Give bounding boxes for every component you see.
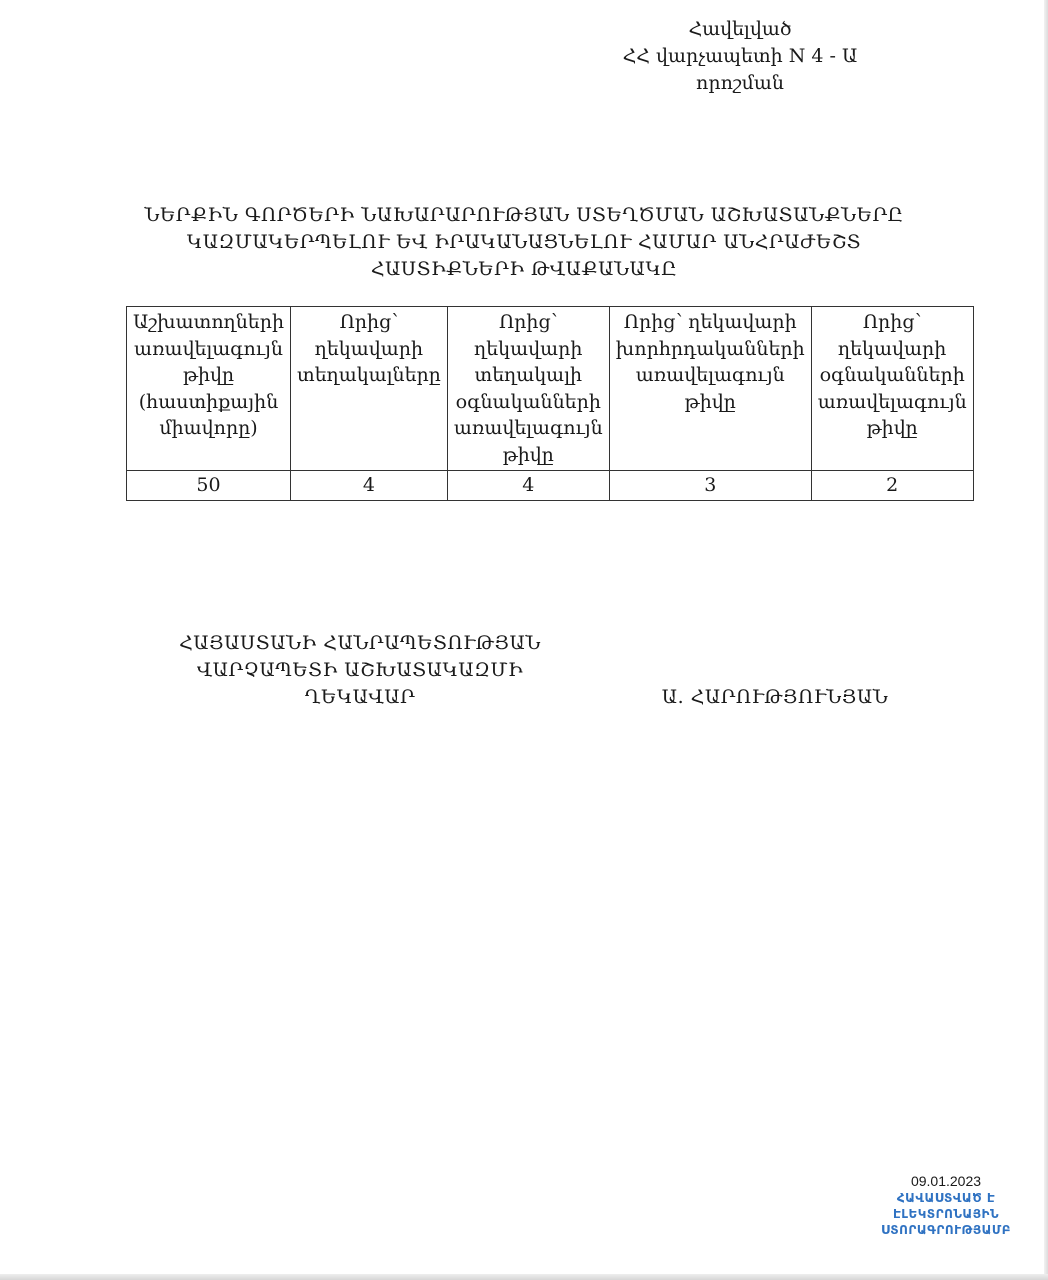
signer-line: ՂԵԿԱՎԱՐ: [304, 686, 416, 708]
signer-line: ՀԱՅԱՍՏԱՆԻ ՀԱՆՐԱՊԵՏՈՒԹՅԱՆ: [179, 632, 541, 654]
header-cell-assistants: [811, 307, 973, 471]
signer-position: [150, 630, 570, 711]
header-line: միավորը): [159, 417, 258, 439]
header-line: թիվը: [182, 364, 235, 386]
annex-reference: [560, 16, 920, 97]
header-line: Որից՝: [339, 311, 399, 333]
header-line: ղեկավարի: [314, 337, 424, 360]
header-line: խորհրդականների: [615, 337, 805, 360]
header-line: օգնականների: [819, 364, 965, 386]
header-line: ղեկավարի: [838, 337, 947, 360]
staff-table: [126, 306, 974, 501]
header-line: առավելագույն: [817, 390, 967, 413]
title-line: ՆԵՐՔԻՆ ԳՈՐԾԵՐԻ ՆԱԽԱՐԱՐՈՒԹՅԱՆ ՍՏԵՂԾՄԱՆ ԱՇԽԱՏԱՆՔՆԵՐԸ: [144, 204, 904, 226]
signer-name: Ա. ՀԱՐՈՒԹՅՈՒՆՅԱՆ: [661, 686, 889, 708]
signer-line: ՎԱՐՉԱՊԵՏԻ ԱՇԽԱՏԱԿԱԶՄԻ: [196, 659, 524, 681]
table-header-row: [127, 307, 974, 471]
table-cell: 4: [291, 471, 448, 501]
header-cell-deputy-assistants: [447, 307, 609, 471]
title-line: ԿԱԶՄԱԿԵՐՊԵԼՈՒ ԵՎ ԻՐԱԿԱՆԱՑՆԵԼՈՒ ՀԱՄԱՐ ԱՆՀՐԱԺԵՇՏ: [186, 231, 862, 253]
table-cell: 2: [811, 471, 973, 501]
stamp-date: 09.01.2023: [910, 1173, 982, 1189]
stamp-text: [866, 1190, 1026, 1238]
header-line: առավելագույն: [134, 337, 283, 360]
header-line: ղեկավարի: [474, 337, 583, 360]
table-row: [127, 471, 974, 501]
header-line: Որից՝: [498, 311, 558, 333]
electronic-signature-stamp: [866, 1172, 1026, 1238]
header-line: առավելագույն: [635, 364, 785, 386]
stamp-line: ՀԱՎԱՍՏՎԱԾ Է: [896, 1191, 996, 1205]
table-cell: 4: [447, 471, 609, 501]
header-line: թիվը: [502, 443, 554, 466]
header-line: թիվը: [684, 390, 736, 413]
page-edge: [1044, 0, 1048, 1280]
title-line: ՀԱՍՏԻՔՆԵՐԻ ԹՎԱՔԱՆԱԿԸ: [370, 258, 678, 280]
annex-line: ՀՀ վարչապետի N 4 - Ա: [622, 45, 858, 67]
header-line: թիվը: [866, 417, 918, 439]
header-line: Որից՝: [862, 311, 922, 333]
stamp-line: ԷԼԵԿՏՐՈՆԱՅԻՆ: [892, 1207, 1000, 1221]
annex-line: Հավելված: [688, 18, 792, 40]
page-edge: [0, 1274, 1048, 1280]
header-line: տեղակալի: [474, 364, 583, 386]
header-cell-total-staff: [127, 307, 291, 471]
header-line: Որից՝ ղեկավարի: [623, 311, 797, 333]
header-line: տեղակալները: [297, 364, 441, 386]
header-line: Աշխատողների: [133, 311, 285, 333]
annex-line: որոշման: [696, 72, 784, 94]
header-line: առավելագույն: [453, 417, 603, 439]
document-title: [60, 202, 988, 283]
header-cell-advisers: [609, 307, 811, 471]
header-line: օգնականների: [455, 390, 601, 413]
table-cell: 50: [127, 471, 291, 501]
header-cell-deputies: [291, 307, 448, 471]
stamp-line: ՍՏՈՐԱԳՐՈՒԹՅԱՄԲ: [881, 1223, 1011, 1237]
table-cell: 3: [609, 471, 811, 501]
header-line: (հաստիքային: [138, 390, 279, 413]
